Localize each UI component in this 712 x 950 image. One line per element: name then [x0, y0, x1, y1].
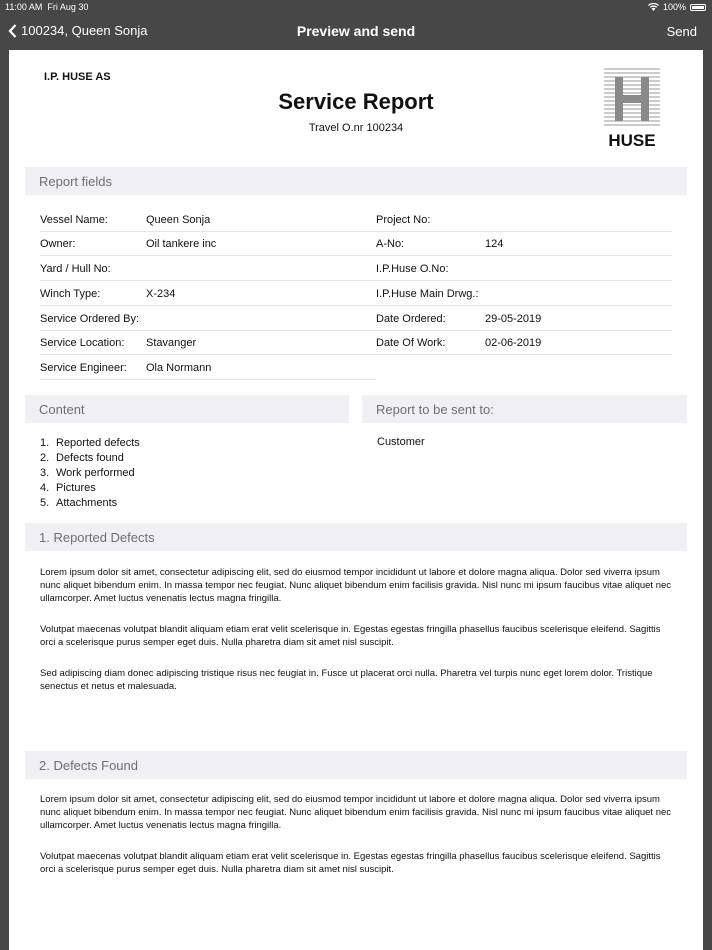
field-a-no: A-No: 124	[376, 232, 672, 256]
field-project-no: Project No:	[376, 208, 672, 232]
logo-text: HUSE	[608, 131, 656, 149]
field-winch-type: Winch Type: X-234	[40, 282, 376, 306]
content-header: Content	[25, 395, 349, 423]
field-vessel-name: Vessel Name: Queen Sonja	[40, 208, 376, 232]
list-item: 1. Reported defects	[40, 437, 140, 449]
reported-defects-paragraph: Sed adipiscing diam donec adipiscing tristique risus nec feugiat in. Fusce ut placerat orci nulla. Pharetra vel turpis nunc eget lorem dolor. Tristique senectus et netus et malesuada.	[40, 668, 653, 692]
reported-defects-paragraph: Lorem ipsum dolor sit amet, consectetur adipiscing elit, sed do eiusmod tempor incididunt ut labore et dolore magna aliqua. Dolor sed viverra ipsum nunc aliquet bibendum enim. In massa tempor nec feugiat. Nunc aliquet bibendum enim facilisis gravida. Nisl nunc mi ipsum faucibus vitae aliquet nec ullamcorper. Amet luctus venenatis lectus magna fringilla.	[40, 567, 672, 604]
recipient-value: Customer	[377, 436, 425, 448]
defects-found-paragraph: Lorem ipsum dolor sit amet, consectetur adipiscing elit, sed do eiusmod tempor incididunt ut labore et dolore magna aliqua. Dolor sed viverra ipsum nunc aliquet bibendum enim. In massa tempor nec feugiat. Nunc aliquet bibendum enim facilisis gravida. Nisl nunc mi ipsum faucibus vitae aliquet nec ullamcorper. Amet luctus venenatis lectus magna fringilla.	[40, 794, 672, 831]
status-right	[648, 2, 706, 12]
report-title: Service Report	[278, 89, 434, 114]
status-time: 11:00 AM Fri Aug 30	[5, 2, 89, 12]
send-button[interactable]: Send	[666, 24, 697, 39]
battery-percent: 100%	[662, 2, 686, 12]
battery-icon	[690, 4, 706, 11]
back-label: 100234, Queen Sonja	[21, 23, 148, 38]
field-yard-hull: Yard / Hull No:	[40, 257, 376, 281]
list-item: 3. Work performed	[40, 467, 135, 479]
list-item: 2. Defects found	[40, 452, 124, 464]
recipients-header: Report to be sent to:	[362, 395, 687, 423]
huse-logo	[603, 67, 661, 149]
list-item: 4. Pictures	[40, 482, 96, 494]
reported-defects-paragraph: Volutpat maecenas volutpat blandit aliquam etiam erat velit scelerisque in. Egestas egestas fringilla phasellus faucibus scelerisque eleifend. Sagittis orci a scelerisque purus semper eget duis. Nulla pharetra diam sit amet nisl suscipit.	[40, 624, 661, 648]
field-main-drwg: I.P.Huse Main Drwg.:	[376, 282, 672, 306]
field-ip-huse-o-no: I.P.Huse O.No:	[376, 257, 672, 281]
field-service-engineer: Service Engineer: Ola Normann	[40, 356, 376, 380]
nav-bar	[0, 14, 712, 50]
list-item: 5. Attachments	[40, 497, 118, 509]
section-defects-found-header: 2. Defects Found	[25, 751, 687, 779]
field-service-location: Service Location: Stavanger	[40, 331, 376, 355]
status-bar	[0, 0, 712, 14]
content-list	[40, 436, 140, 511]
report-preview	[9, 50, 703, 950]
company-name: I.P. HUSE AS	[44, 71, 111, 83]
nav-title: Preview and send	[296, 23, 416, 39]
field-date-ordered: Date Ordered: 29-05-2019	[376, 307, 672, 331]
field-owner: Owner: Oil tankere inc	[40, 232, 376, 256]
field-date-of-work: Date Of Work: 02-06-2019	[376, 331, 672, 355]
field-service-ordered-by: Service Ordered By:	[40, 307, 376, 331]
report-fields-header: Report fields	[25, 167, 687, 195]
travel-order: Travel O.nr 100234	[308, 122, 404, 134]
defects-found-paragraph: Volutpat maecenas volutpat blandit aliquam etiam erat velit scelerisque in. Egestas egestas fringilla phasellus faucibus scelerisque eleifend. Sagittis orci a scelerisque purus semper eget duis. Nulla pharetra diam sit amet nisl suscipit.	[40, 851, 661, 875]
wifi-icon	[648, 3, 659, 11]
section-reported-defects-header: 1. Reported Defects	[25, 523, 687, 551]
